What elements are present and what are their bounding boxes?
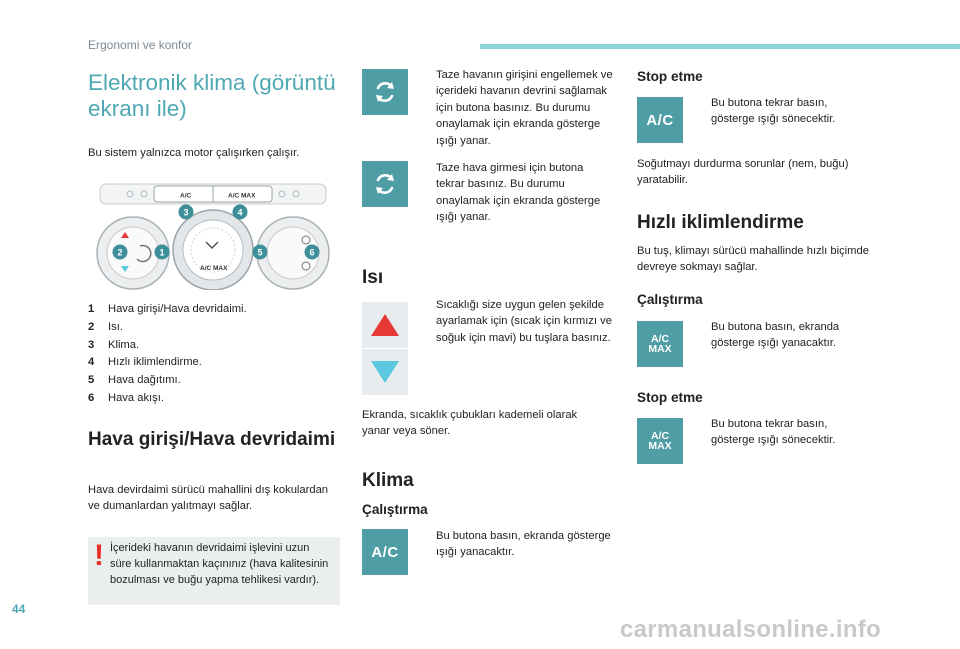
recirculation-text: Hava devirdaimi sürücü mahallini dış kokulardan ve dumanlardan yalıtmayı sağlar. bbox=[88, 484, 329, 512]
recirculation-on-icon bbox=[362, 69, 408, 115]
bullet-icon bbox=[418, 67, 436, 149]
fast-stop-item: Bu butona tekrar basın, gösterge ışığı sönecektir. bbox=[693, 416, 873, 449]
bullet-icon bbox=[418, 528, 436, 561]
klima-start-item: Bu butona basın, ekranda gösterge ışığı yanacaktır. bbox=[418, 528, 613, 561]
legend-item: 6 Hava akışı. bbox=[88, 391, 164, 404]
fast-stop-heading: Stop etme bbox=[637, 390, 703, 405]
dial-text: A/C MAX bbox=[200, 265, 228, 272]
page-title: Elektronik klima (görüntü ekranı ile) bbox=[88, 70, 336, 121]
panel-acmax-button-label: A/C MAX bbox=[228, 192, 256, 200]
heat-heading: Isı bbox=[362, 267, 384, 288]
bullet-icon bbox=[693, 319, 711, 352]
header-bar bbox=[480, 44, 960, 49]
bullet-icon bbox=[418, 160, 436, 226]
stop-note: Soğutmayı durdurma sorunlar (nem, buğu) yaratabilir. bbox=[637, 158, 849, 186]
acmax-start-icon: A/C MAX bbox=[637, 321, 683, 367]
panel-ac-button-label: A/C bbox=[180, 192, 192, 200]
legend-item: 3 Klima. bbox=[88, 338, 140, 351]
fast-climate-text: Bu tuş, klimayı sürücü mahallinde hızlı biçimde devreye sokmayı sağlar. bbox=[637, 245, 869, 273]
callout-1: 1 bbox=[159, 247, 165, 258]
bullet-icon bbox=[693, 95, 711, 128]
fast-start-item: Bu butona basın, ekranda gösterge ışığı yanacaktır. bbox=[693, 319, 873, 352]
callout-2: 2 bbox=[117, 247, 123, 258]
callout-6: 6 bbox=[309, 247, 315, 258]
heat-item: Sıcaklığı size uygun gelen şekilde ayarlamak için (sıcak için kırmızı ve soğuk için mavi) bu tuşlara basınız. bbox=[418, 297, 613, 346]
callout-4: 4 bbox=[237, 207, 243, 218]
climate-panel-illustration bbox=[88, 180, 338, 290]
legend-item: 2 Isı. bbox=[88, 320, 123, 333]
legend-list bbox=[88, 301, 328, 408]
intro-text: Bu sistem yalnızca motor çalışırken çalışır. bbox=[88, 147, 300, 159]
bullet-icon bbox=[693, 416, 711, 449]
stop-item: Bu butona tekrar basın, gösterge ışığı sönecektir. bbox=[693, 95, 873, 128]
warning-text: İçerideki havanın devridaimi işlevini uzun süre kullanmaktan kaçınınız (hava kalitesinin bozulması ve buğu yapma tehlikesi vardır). bbox=[110, 542, 329, 586]
ac-button-icon: A/C bbox=[362, 529, 408, 575]
section-header: Ergonomi ve konfor bbox=[88, 38, 193, 52]
recirculation-off-icon bbox=[362, 161, 408, 207]
recirculation-off-item: Taze hava girmesi için butona tekrar basınız. Bu durumu onaylamak için ekranda gösterge ışığı yanar. bbox=[418, 160, 613, 226]
legend-item: 1 Hava girişi/Hava devridaimi. bbox=[88, 303, 247, 315]
heat-down-icon bbox=[362, 349, 408, 395]
recirculation-heading: Hava girişi/Hava devridaimi bbox=[88, 429, 336, 450]
page-number: 44 bbox=[12, 602, 26, 616]
bullet-icon bbox=[418, 297, 436, 346]
warning-icon: ! bbox=[94, 539, 104, 572]
ac-stop-icon: A/C bbox=[637, 97, 683, 143]
fast-start-heading: Çalıştırma bbox=[637, 292, 703, 307]
heat-note: Ekranda, sıcaklık çubukları kademeli olarak yanar veya söner. bbox=[362, 409, 578, 437]
acmax-stop-icon: A/C MAX bbox=[637, 418, 683, 464]
stop-heading: Stop etme bbox=[637, 69, 703, 84]
warning-box bbox=[88, 537, 340, 605]
callout-5: 5 bbox=[257, 247, 263, 258]
fast-climate-heading: Hızlı iklimlendirme bbox=[637, 212, 804, 233]
callout-3: 3 bbox=[183, 207, 189, 218]
legend-item: 4 Hızlı iklimlendirme. bbox=[88, 356, 202, 369]
klima-heading: Klima bbox=[362, 470, 414, 491]
heat-up-icon bbox=[362, 302, 408, 348]
recirculation-on-item: Taze havanın girişini engellemek ve içerideki havanın devrini sağlamak için butona basınız. Bu durumu onaylamak için ekranda gösterge ışığı yanar. bbox=[418, 67, 613, 149]
klima-start-heading: Çalıştırma bbox=[362, 502, 428, 517]
legend-item: 5 Hava dağıtımı. bbox=[88, 374, 181, 387]
watermark: carmanualsonline.info bbox=[620, 616, 882, 643]
